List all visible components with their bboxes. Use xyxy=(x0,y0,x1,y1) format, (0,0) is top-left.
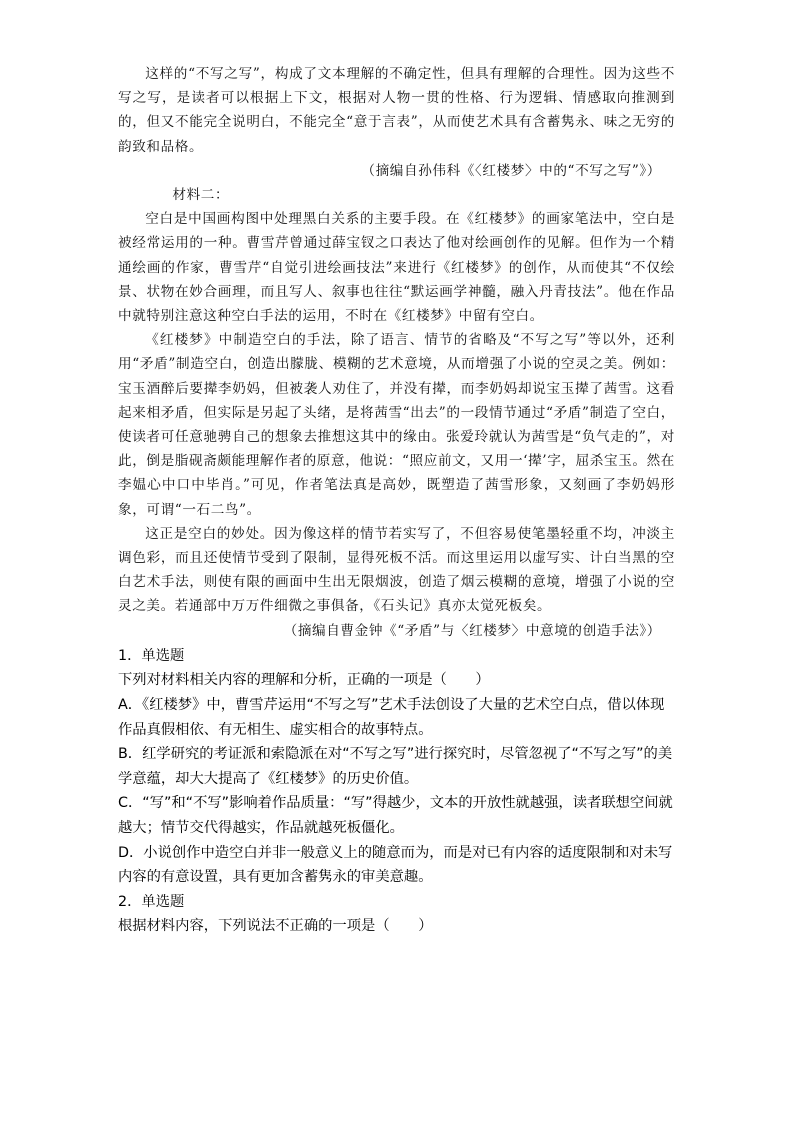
question-1-option-c[interactable]: C．“写”和“不写”影响着作品质量：“写”得越少，文本的开放性就越强，读者联想空间就越大；情节交代得越实，作品就越死板僵化。 xyxy=(118,795,673,837)
material2-paragraph-1: 空白是中国画构图中处理黑白关系的主要手段。在《红楼梦》的画家笔法中，空白是被经常运用的一种。曹雪芹曾通过薛宝钗之口表达了他对绘画创作的见解。但作为一个精通绘画的作家，曹雪芹“自觉引进绘画技法”来进行《红楼梦》的创作，从而使其“不仅绘景、状物在妙合画理，而且写人、叙事也往往“默运画学神髓，融入丹青技法”。他在作品中就特别注意这种空白手法的运用，不时在《红楼梦》中留有空白。 xyxy=(118,211,675,325)
material2-label: 材料二： xyxy=(172,187,230,204)
question-1-stem: 下列对材料相关内容的理解和分析，正确的一项是（ ） xyxy=(118,672,490,689)
reading-material xyxy=(118,62,675,643)
question-2-type: 2．单选题 xyxy=(118,893,185,910)
question-1-option-d[interactable]: D．小说创作中造空白并非一般意义上的随意而为，而是对已有内容的适度限制和对未写内容的有意设置，具有更加含蓄隽永的审美意趣。 xyxy=(118,844,673,886)
material1-source: （摘编自孙伟科《〈红楼梦〉中的“不写之写”》） xyxy=(361,162,661,179)
question-2-stem: 根据材料内容，下列说法不正确的一项是（ ） xyxy=(118,918,433,935)
question-section xyxy=(118,644,675,939)
question-1-option-a[interactable]: A．《红楼梦》中，曹雪芹运用“不写之写”艺术手法创设了大量的艺术空白点，借以体现作品真假相依、有无相生、虚实相合的故事特点。 xyxy=(118,697,665,738)
material2-paragraph-3: 这正是空白的妙处。因为像这样的情节若实写了，不但容易使笔墨轻重不均，冲淡主调色彩，而且还使情节受到了限制，显得死板不活。而这里运用以虚写实、计白当黑的空白艺术手法，则使有限的画面中生出无限烟波，创造了烟云模糊的意境，增强了小说的空灵之美。若通部中万万件细微之事俱备，《石头记》真亦太觉死板矣。 xyxy=(118,525,675,615)
question-1-type: 1．单选题 xyxy=(118,647,185,664)
question-1-option-b[interactable]: B．红学研究的考证派和索隐派在对“不写之写”进行探究时，尽管忽视了“不写之写”的美学意蕴，却大大提高了《红楼梦》的历史价值。 xyxy=(118,746,673,787)
material1-paragraph: 这样的“不写之写”，构成了文本理解的不确定性，但具有理解的合理性。因为这些不写之写，是读者可以根据上下文，根据对人物一贯的性格、行为逻辑、情感取向推测到的，但又不能完全说明白，不能完全“意于言表”，从而使艺术具有含蓄隽永、味之无穷的韵致和品格。 xyxy=(118,66,675,155)
material2-paragraph-2: 《红楼梦》中制造空白的手法，除了语言、情节的省略及“不写之写”等以外，还利用“矛盾”制造空白，创造出朦胧、模糊的艺术意境，从而增强了小说的空灵之美。例如：宝玉酒醉后要撵李奶妈，但被袭人劝住了，并没有撵，而李奶妈却说宝玉撵了茜雪。这看起来相矛盾，但实际是另起了头绪，是将茜雪“出去”的一段情节通过“矛盾”制造了空白，使读者可任意驰骋自己的想象去推想这其中的缘由。张爱玲就认为茜雪是“负气走的”，对此，倒是脂砚斋颇能理解作者的原意，他说：“照应前文，又用一‘撵’字，屈杀宝玉。然在李媪心中口中毕肖。”可见，作者笔法真是高妙，既塑造了茜雪形象，又刻画了李奶妈形象，可谓“一石二鸟”。 xyxy=(118,332,675,518)
material2-source: （摘编自曹金钟《“矛盾”与〈红楼梦〉中意境的创造手法》） xyxy=(283,622,661,639)
